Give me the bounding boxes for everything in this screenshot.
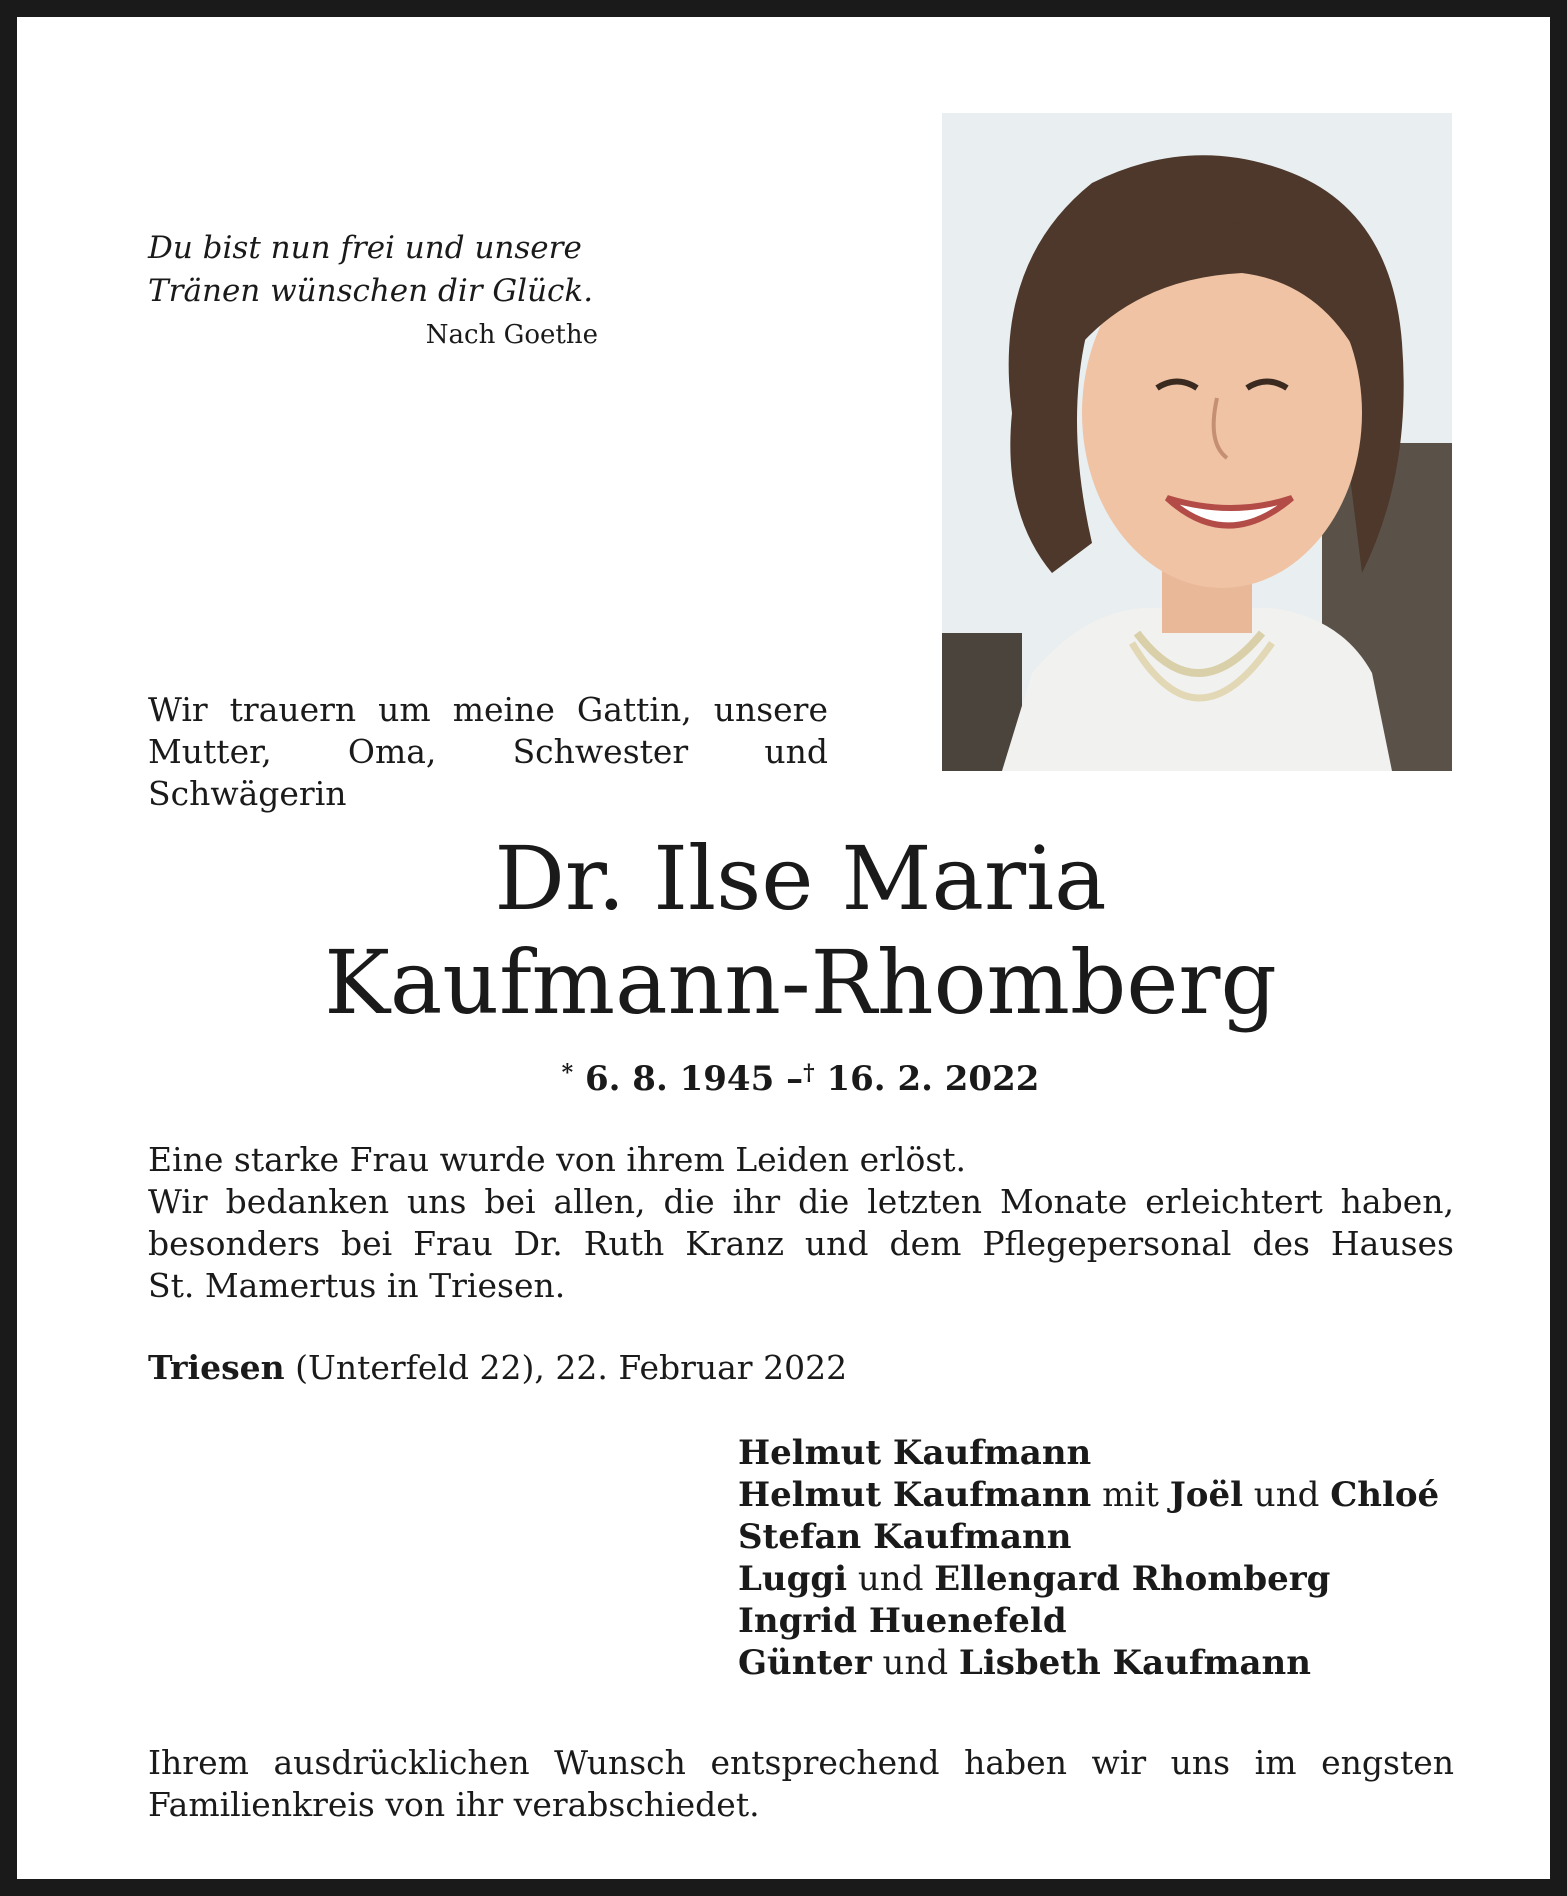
birth-symbol: *	[561, 1060, 574, 1086]
family-name: Stefan Kaufmann	[738, 1517, 1072, 1557]
family-name: Ingrid Huenefeld	[738, 1601, 1067, 1641]
family-name: Günter	[738, 1643, 872, 1683]
death-date: 16. 2. 2022	[826, 1059, 1040, 1099]
deceased-name	[117, 827, 1484, 1035]
intro-line-2: Mutter, Oma, Schwester und Schwägerin	[148, 732, 828, 813]
message-line-2: Wir bedanken uns bei allen, die ihr die letzten Monate erleichtert haben,	[148, 1182, 1454, 1221]
place-and-date	[148, 1347, 847, 1389]
birth-date: 6. 8. 1945	[584, 1059, 775, 1099]
goethe-quote	[148, 227, 618, 355]
family-name: Helmut Kaufmann	[738, 1475, 1092, 1515]
life-dates	[117, 1051, 1484, 1101]
family-connector: mit	[1091, 1475, 1170, 1515]
family-row	[738, 1600, 1439, 1642]
closing-line-2: Familienkreis von ihr verabschiedet.	[148, 1785, 760, 1824]
family-row	[738, 1474, 1439, 1516]
message-line-3: besonders bei Frau Dr. Ruth Kranz und dem Pflegepersonal des Hauses	[148, 1224, 1454, 1263]
message-line-4: St. Mamertus in Triesen.	[148, 1266, 566, 1305]
family-name: Chloé	[1330, 1475, 1440, 1515]
family-connector: und	[847, 1559, 935, 1599]
family-row	[738, 1432, 1439, 1474]
family-connector: und	[1243, 1475, 1331, 1515]
name-line-1: Dr. Ilse Maria	[494, 827, 1107, 930]
name-line-2: Kaufmann-Rhomberg	[324, 931, 1277, 1034]
place-details: (Unterfeld 22), 22. Februar 2022	[284, 1348, 848, 1387]
message-text	[148, 1139, 1454, 1307]
message-line-1: Eine starke Frau wurde von ihrem Leiden erlöst.	[148, 1140, 967, 1179]
intro-line-1: Wir trauern um meine Gattin, unsere	[148, 690, 828, 729]
family-name: Ellengard Rhomberg	[934, 1559, 1331, 1599]
quote-attribution: Nach Goethe	[425, 320, 598, 350]
place-town: Triesen	[148, 1348, 285, 1387]
family-row	[738, 1642, 1439, 1684]
portrait-photo	[942, 113, 1452, 771]
quote-line-1: Du bist nun frei und unsere	[148, 230, 582, 266]
family-list	[738, 1432, 1439, 1684]
family-name: Luggi	[738, 1559, 848, 1599]
family-row	[738, 1516, 1439, 1558]
family-name: Joël	[1169, 1475, 1243, 1515]
death-symbol: †	[803, 1060, 815, 1086]
family-connector: und	[871, 1643, 959, 1683]
portrait-illustration	[942, 113, 1452, 771]
family-name: Helmut Kaufmann	[738, 1433, 1092, 1473]
closing-line-1: Ihrem ausdrücklichen Wunsch entsprechend haben wir uns im engsten	[148, 1743, 1454, 1782]
family-row	[738, 1558, 1439, 1600]
obituary-card	[17, 17, 1550, 1879]
closing-text	[148, 1742, 1454, 1826]
intro-text	[148, 689, 828, 815]
family-name: Lisbeth Kaufmann	[958, 1643, 1311, 1683]
quote-line-2: Tränen wünschen dir Glück.	[148, 273, 594, 309]
date-separator: –	[786, 1059, 804, 1099]
